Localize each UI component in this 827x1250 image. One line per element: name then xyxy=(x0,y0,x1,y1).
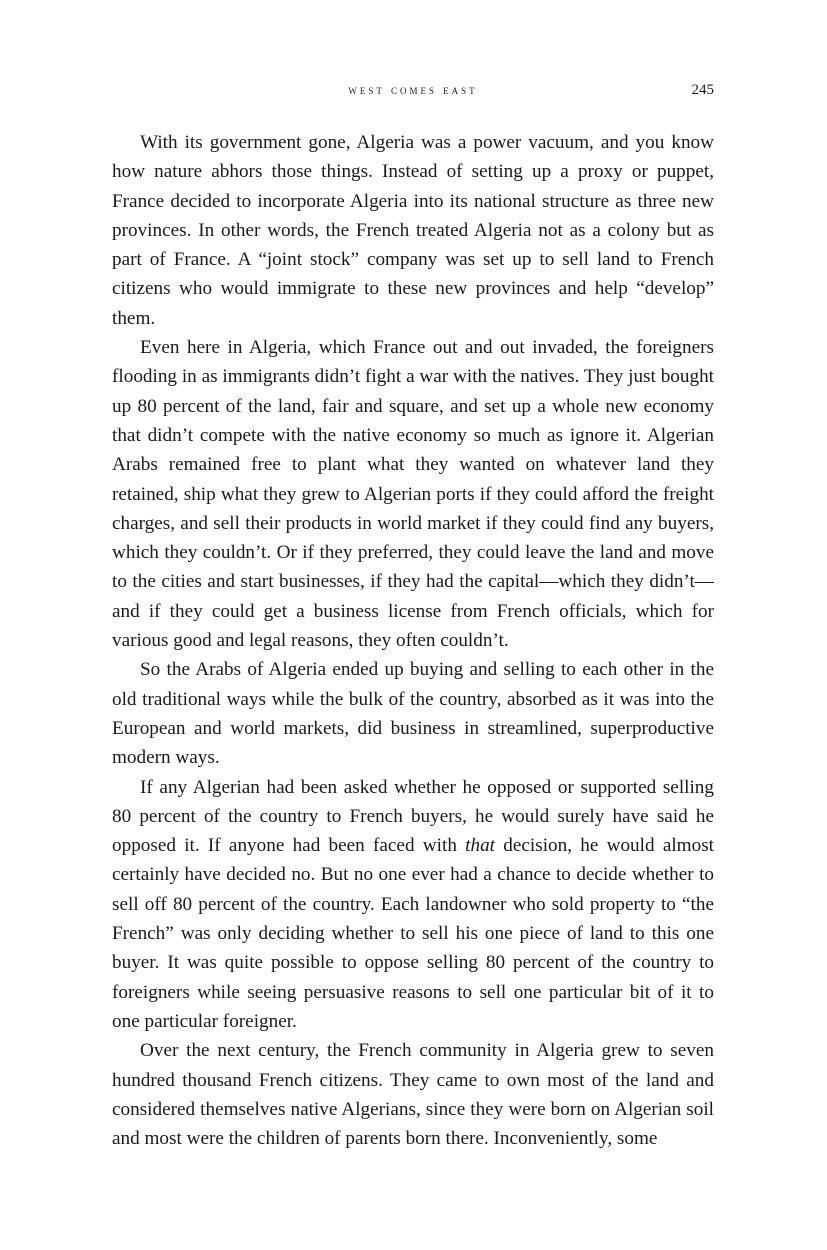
paragraph xyxy=(112,773,714,1037)
paragraph-text: If any Algerian had been asked whether he opposed or supported selling 80 percent of the country to French buyers, he would surely have said he opposed it. If anyone had been faced with xyxy=(112,776,714,857)
running-head xyxy=(112,80,714,100)
paragraph: So the Arabs of Algeria ended up buying and selling to each other in the old traditional ways while the bulk of the country, absorbed as it was into the European and world markets, did business in streamlined, superproductive modern ways. xyxy=(112,659,714,769)
page-number: 245 xyxy=(691,82,714,98)
paragraph: With its government gone, Algeria was a power vacuum, and you know how nature abhors those things. Instead of setting up a proxy or puppet, France decided to incorporate Algeria into its national structure as three new provinces. In other words, the French treated Algeria not as a colony but as part of France. A “joint stock” company was set up to sell land to French citizens who would immigrate to these new provinces and help “develop” them. xyxy=(112,132,714,329)
running-title: west comes east xyxy=(348,83,478,97)
paragraph-text: decision, he would almost certainly have decided no. But no one ever had a chance to decide whether to sell off 80 percent of the country. Each landowner who sold property to “the French” was only deciding whether to sell his one piece of land to this one buyer. It was quite possible to oppose selling 80 percent of the country to foreigners while seeing persuasive reasons to sell one particular bit of it to one particular foreigner. xyxy=(112,835,714,1032)
paragraph: Even here in Algeria, which France out and out invaded, the foreigners flooding in as immigrants didn’t fight a war with the natives. They just bought up 80 percent of the land, fair and square, and set up a whole new economy that didn’t compete with the native economy so much as ignore it. Algerian Arabs remained free to plant what they wanted on whatever land they retained, ship what they grew to Algerian ports if they could afford the freight charges, and sell their products in world market if they could find any buyers, which they couldn’t. Or if they preferred, they could leave the land and move to the cities and start businesses, if they had the capital—which they didn’t—and if they could get a business license from French officials, which for various good and legal reasons, they often couldn’t. xyxy=(112,337,714,652)
emphasis: that xyxy=(465,835,496,857)
body-text xyxy=(112,128,714,1153)
paragraph: Over the next century, the French community in Algeria grew to seven hundred thousand French citizens. They came to own most of the land and considered themselves native Algerians, since they were born on Algerian soil and most were the children of parents born there. Inconveniently, some xyxy=(112,1040,714,1150)
